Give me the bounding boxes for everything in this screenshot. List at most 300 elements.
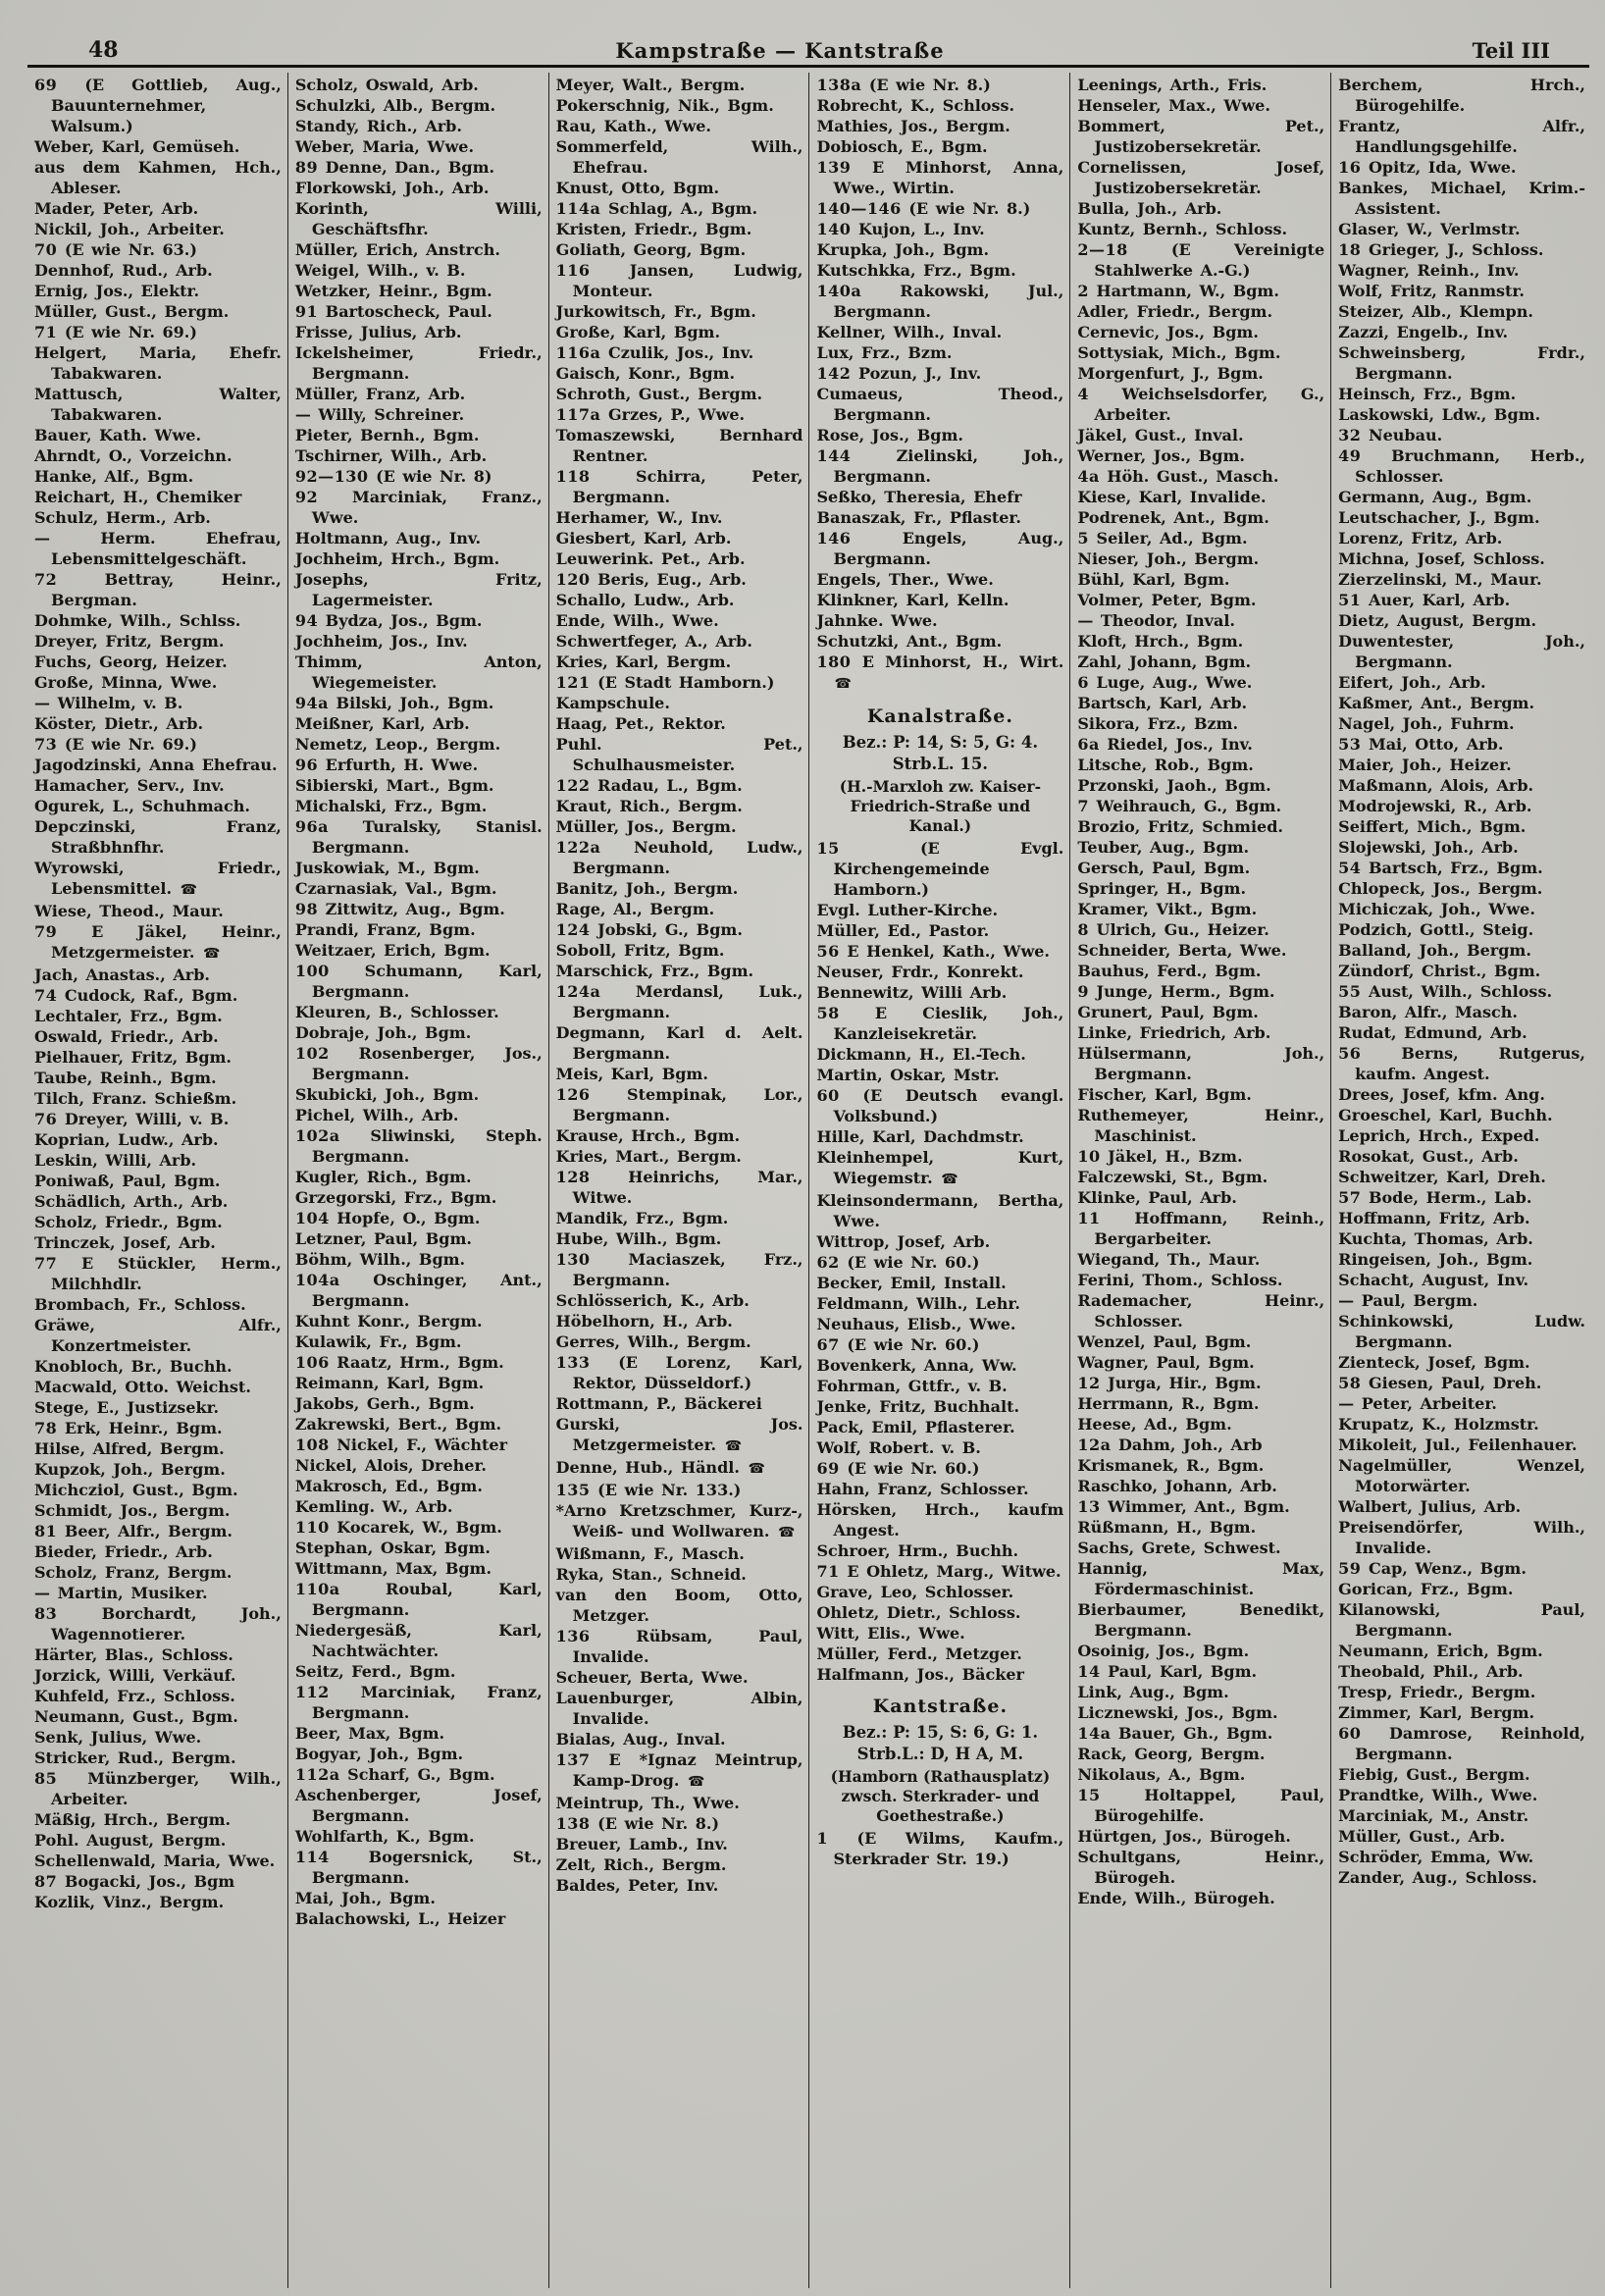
directory-entry: Klinkner, Karl, Kelln.	[816, 591, 1010, 609]
directory-entry: 81 Beer, Alfr., Bergm.	[34, 1522, 233, 1540]
directory-entry: Kraut, Rich., Bergm.	[555, 797, 743, 815]
directory-entry: 71 E Ohletz, Marg., Witwe.	[816, 1562, 1061, 1581]
directory-entry: Jenke, Fritz, Buchhalt.	[816, 1397, 1020, 1416]
directory-entry: Mathies, Jos., Bergm.	[816, 117, 1010, 135]
directory-entry: Jakobs, Gerh., Bgm.	[294, 1394, 475, 1413]
directory-entry: Cumaeus, Theod., Bergmann.	[816, 385, 1064, 424]
directory-entry: 79 E Jäkel, Heinr., Metzgermeister. ☎	[34, 922, 282, 962]
directory-entry: 87 Bogacki, Jos., Bgm	[34, 1872, 235, 1891]
directory-entry: Sommerfeld, Wilh., Ehefrau.	[555, 137, 803, 177]
directory-entry: Bommert, Pet., Justizobersekretär.	[1077, 117, 1325, 156]
directory-entry: Große, Minna, Wwe.	[34, 673, 218, 692]
house-number: 7	[1077, 797, 1089, 815]
directory-entry: Zimmer, Karl, Bergm.	[1338, 1703, 1535, 1722]
directory-entry: Lechtaler, Frz., Bgm.	[34, 1007, 223, 1025]
directory-entry: Feldmann, Wilh., Lehr.	[816, 1294, 1020, 1313]
phone-icon: ☎	[724, 1438, 743, 1454]
directory-entry: Bartsch, Karl, Arb.	[1077, 694, 1248, 712]
directory-entry: Bauhus, Ferd., Bgm.	[1077, 962, 1262, 980]
directory-entry: 49 Bruchmann, Herb., Schlosser.	[1338, 446, 1585, 486]
directory-entry: 135 (E wie Nr. 133.)	[555, 1481, 742, 1499]
directory-entry: 92—130 (E wie Nr. 8)	[294, 467, 492, 486]
part-label: Teil III	[1472, 38, 1550, 63]
directory-entry: Kellner, Wilh., Inval.	[816, 323, 1003, 341]
house-number: 102	[294, 1044, 330, 1063]
directory-entry: Grunert, Paul, Bgm.	[1077, 1003, 1259, 1021]
house-number: 53	[1338, 735, 1362, 754]
house-number: 57	[1338, 1188, 1362, 1207]
directory-entry: Kupzok, Joh., Bergm.	[34, 1460, 226, 1479]
directory-entry: Zienteck, Josef, Bgm.	[1338, 1353, 1530, 1372]
directory-entry: — Willy, Schreiner.	[294, 405, 465, 424]
directory-entry: Scholz, Franz, Bergm.	[34, 1563, 233, 1582]
directory-entry: Engels, Ther., Wwe.	[816, 570, 994, 589]
directory-entry: Jochheim, Jos., Inv.	[294, 632, 468, 651]
directory-entry: Theobald, Phil., Arb.	[1338, 1662, 1524, 1681]
directory-entry: Härter, Blas., Schloss.	[34, 1645, 233, 1664]
directory-entry: 96a Turalsky, Stanisl. Bergmann.	[294, 817, 543, 857]
directory-entry: Schacht, August, Inv.	[1338, 1271, 1529, 1289]
directory-entry: Thimm, Anton, Wiegemeister.	[294, 652, 543, 692]
directory-entry: Hannig, Max, Fördermaschinist.	[1077, 1559, 1325, 1598]
directory-entry: Jagodzinski, Anna Ehefrau.	[34, 756, 278, 774]
directory-entry: Neumann, Erich, Bgm.	[1338, 1642, 1543, 1660]
directory-entry: Zahl, Johann, Bgm.	[1077, 652, 1252, 671]
house-number: 135	[555, 1481, 591, 1499]
house-number: 14	[1077, 1662, 1101, 1681]
directory-entry: Krause, Hrch., Bgm.	[555, 1126, 741, 1145]
directory-entry: 76 Dreyer, Willi, v. B.	[34, 1110, 230, 1128]
directory-entry: Robrecht, K., Schloss.	[816, 96, 1015, 115]
directory-entry: Rudat, Edmund, Arb.	[1338, 1023, 1527, 1042]
directory-entry: Rack, Georg, Bergm.	[1077, 1745, 1266, 1763]
directory-entry: Giesbert, Karl, Arb.	[555, 529, 732, 548]
house-number: 140—146	[816, 199, 902, 218]
directory-entry: Schultgans, Heinr., Bürogeh.	[1077, 1848, 1325, 1887]
directory-entry: Balachowski, L., Heizer	[294, 1909, 506, 1928]
directory-entry: Neuhaus, Elisb., Wwe.	[816, 1315, 1016, 1333]
directory-entry: Wenzel, Paul, Bgm.	[1077, 1332, 1252, 1351]
street-note: (H.-Marxloh zw. Kaiser-Friedrich-Straße und Kanal.)	[839, 777, 1042, 835]
house-number: 116a	[555, 343, 601, 362]
directory-entry: Müller, Jos., Bergm.	[555, 817, 737, 836]
directory-entry: Letzner, Paul, Bgm.	[294, 1229, 472, 1248]
district-info: Bez.: P: 14, S: 5, G: 4.	[842, 733, 1039, 752]
directory-entry: Steizer, Alb., Klempn.	[1338, 302, 1533, 321]
directory-entry: Litsche, Rob., Bgm.	[1077, 756, 1254, 774]
directory-entry: Wolf, Robert. v. B.	[816, 1438, 981, 1457]
directory-entry: Höbelhorn, H., Arb.	[555, 1312, 733, 1331]
house-number: 12a	[1077, 1435, 1112, 1454]
house-number: 96	[294, 756, 319, 774]
directory-entry: Krupka, Joh., Bgm.	[816, 240, 990, 259]
directory-entry: Michiczak, Joh., Wwe.	[1338, 900, 1535, 918]
directory-entry: Kemling. W., Arb.	[294, 1497, 453, 1516]
directory-entry: 73 (E wie Nr. 69.)	[34, 735, 197, 754]
directory-entry: 85 Münzberger, Wilh., Arbeiter.	[34, 1769, 282, 1808]
directory-entry: Springer, H., Bgm.	[1077, 879, 1247, 898]
directory-entry: Zander, Aug., Schloss.	[1338, 1868, 1537, 1887]
house-number: 15	[1077, 1786, 1101, 1804]
house-number: 6	[1077, 673, 1089, 692]
phone-icon: ☎	[688, 1774, 705, 1790]
directory-entry: Pokerschnig, Nik., Bgm.	[555, 96, 774, 115]
directory-entry: Niedergesäß, Karl, Nachtwächter.	[294, 1621, 543, 1660]
directory-entry: Eifert, Joh., Arb.	[1338, 673, 1486, 692]
directory-entry: Krismanek, R., Bgm.	[1077, 1456, 1265, 1475]
directory-entry: Tomaszewski, Bernhard Rentner.	[555, 426, 803, 465]
phone-icon: ☎	[180, 882, 198, 898]
directory-entry: Holtmann, Aug., Inv.	[294, 529, 482, 548]
directory-entry: Schmidt, Jos., Bergm.	[34, 1501, 231, 1520]
directory-entry: 144 Zielinski, Joh., Bergmann.	[816, 446, 1064, 486]
directory-entry: Wittrop, Josef, Arb.	[816, 1232, 991, 1251]
header-rule	[27, 65, 1589, 68]
directory-entry: Degmann, Karl d. Aelt. Bergmann.	[555, 1023, 803, 1063]
directory-entry: 116a Czulik, Jos., Inv.	[555, 343, 754, 362]
house-number: 81	[34, 1522, 58, 1540]
directory-entry: Mader, Peter, Arb.	[34, 199, 199, 218]
house-number: 114	[294, 1848, 330, 1866]
directory-entry: Lauenburger, Albin, Invalide.	[555, 1689, 803, 1728]
directory-entry: Wolf, Fritz, Ranmstr.	[1338, 282, 1525, 300]
directory-entry: Duwentester, Joh., Bergmann.	[1338, 632, 1585, 671]
directory-entry: 4 Weichselsdorfer, G., Arbeiter.	[1077, 385, 1325, 424]
house-number: 110a	[294, 1580, 340, 1598]
directory-entry: 57 Bode, Herm., Lab.	[1338, 1188, 1532, 1207]
directory-entry: 32 Neubau.	[1338, 426, 1443, 444]
directory-entry: Tilch, Franz. Schießm.	[34, 1089, 237, 1108]
directory-entry: 72 Bettray, Heinr., Bergman.	[34, 570, 282, 609]
directory-entry: Maßmann, Alois, Arb.	[1338, 776, 1534, 795]
directory-entry: Fohrman, Gttfr., v. B.	[816, 1377, 1008, 1395]
directory-entry: Fischer, Karl, Bgm.	[1077, 1085, 1252, 1104]
directory-entry: Müller, Gust., Arb.	[1338, 1827, 1506, 1846]
directory-entry: Michalski, Frz., Bgm.	[294, 797, 488, 815]
directory-entry: Reimann, Karl, Bgm.	[294, 1374, 485, 1392]
directory-entry: Przonski, Jaoh., Bgm.	[1077, 776, 1271, 795]
directory-entry: Hilse, Alfred, Bergm.	[34, 1439, 225, 1458]
house-number: 51	[1338, 591, 1362, 609]
directory-entry: 2—18 (E Vereinigte Stahlwerke A.-G.)	[1077, 240, 1325, 280]
house-number: 69	[34, 76, 58, 94]
directory-entry: 60 (E Deutsch evangl. Volksbund.)	[816, 1086, 1064, 1125]
directory-entry: Müller, Ed., Pastor.	[816, 921, 990, 940]
house-number: 12	[1077, 1374, 1101, 1392]
directory-entry: Leuwerink. Pet., Arb.	[555, 549, 746, 568]
directory-entry: Oswald, Friedr., Arb.	[34, 1027, 219, 1046]
directory-entry: Walbert, Julius, Arb.	[1338, 1497, 1522, 1516]
directory-entry: — Wilhelm, v. B.	[34, 694, 183, 712]
directory-entry: 69 (E Gottlieb, Aug., Bauunternehmer, Walsum.)	[34, 76, 282, 135]
directory-entry: Heinsch, Frz., Bgm.	[1338, 385, 1517, 403]
house-number: 71	[816, 1562, 840, 1581]
directory-entry: Ende, Wilh., Bürogeh.	[1077, 1889, 1275, 1907]
house-number: 6a	[1077, 735, 1100, 754]
directory-entry: Wittmann, Max, Bgm.	[294, 1559, 492, 1578]
directory-entry: Zierzelinski, M., Maur.	[1338, 570, 1542, 589]
directory-entry: Leprich, Hrch., Exped.	[1338, 1126, 1540, 1145]
directory-entry: Rademacher, Heinr., Schlosser.	[1077, 1291, 1325, 1331]
directory-entry: Seiffert, Mich., Bgm.	[1338, 817, 1527, 836]
house-number: 114a	[555, 199, 601, 218]
directory-entry: 4a Höh. Gust., Masch.	[1077, 467, 1279, 486]
directory-entry: 106 Raatz, Hrm., Bgm.	[294, 1353, 504, 1372]
directory-entry: Tresp, Friedr., Bergm.	[1338, 1683, 1536, 1701]
directory-entry: Becker, Emil, Install.	[816, 1274, 1007, 1292]
directory-entry: Hülsermann, Joh., Bergmann.	[1077, 1044, 1325, 1083]
directory-entry: 54 Bartsch, Frz., Bgm.	[1338, 859, 1543, 877]
house-number: 140a	[816, 282, 862, 300]
directory-entry: Pohl. August, Bergm.	[34, 1831, 227, 1850]
directory-entry: Wiegand, Th., Maur.	[1077, 1250, 1261, 1269]
directory-entry: Florkowski, Joh., Arb.	[294, 179, 490, 197]
directory-entry: Nikolaus, A., Bgm.	[1077, 1765, 1246, 1784]
house-number: 77	[34, 1254, 58, 1273]
house-number: 56	[816, 942, 840, 961]
directory-entry: Rau, Kath., Wwe.	[555, 117, 711, 135]
directory-entry: Hille, Karl, Dachdmstr.	[816, 1127, 1024, 1146]
house-number: 144	[816, 446, 852, 465]
directory-entry: Kugler, Rich., Bgm.	[294, 1168, 472, 1186]
directory-entry: Herrmann, R., Bgm.	[1077, 1394, 1260, 1413]
directory-entry: 1 (E Wilms, Kaufm., Sterkrader Str. 19.)	[816, 1829, 1064, 1868]
directory-entry: Haag, Pet., Rektor.	[555, 714, 726, 733]
directory-entry: Nagelmüller, Wenzel, Motorwärter.	[1338, 1456, 1585, 1495]
house-number: 138	[555, 1814, 591, 1833]
directory-entry: Weitzaer, Erich, Bgm.	[294, 941, 491, 960]
directory-entry: Denne, Hub., Händl. ☎	[555, 1458, 765, 1477]
directory-entry: Schinkowski, Ludw. Bergmann.	[1338, 1312, 1585, 1351]
directory-entry: 18 Grieger, J., Schloss.	[1338, 240, 1544, 259]
directory-entry: 67 (E wie Nr. 60.)	[816, 1335, 980, 1354]
directory-entry: Wißmann, F., Masch.	[555, 1544, 745, 1563]
directory-entry: — Martin, Musiker.	[34, 1584, 208, 1602]
directory-entry: Sachs, Grete, Schwest.	[1077, 1539, 1281, 1557]
directory-entry: Kuhnt Konr., Bergm.	[294, 1312, 483, 1331]
directory-entry: 110a Roubal, Karl, Bergmann.	[294, 1580, 543, 1619]
directory-entry: 13 Wimmer, Ant., Bgm.	[1077, 1497, 1290, 1516]
directory-entry: Knobloch, Br., Buchh.	[34, 1357, 233, 1376]
directory-entry: 91 Bartoscheck, Paul.	[294, 302, 492, 321]
directory-entry: Kulawik, Fr., Bgm.	[294, 1332, 462, 1351]
house-number: 58	[816, 1004, 840, 1022]
directory-entry: Kozlik, Vinz., Bergm.	[34, 1893, 225, 1911]
directory-entry: Nagel, Joh., Fuhrm.	[1338, 714, 1515, 733]
directory-entry: Schwertfeger, A., Arb.	[555, 632, 752, 651]
directory-entry: *Arno Kretzschmer, Kurz-, Weiß- und Wollwaren. ☎	[555, 1501, 803, 1540]
phone-icon: ☎	[748, 1461, 765, 1477]
directory-entry: Michcziol, Gust., Bgm.	[34, 1481, 238, 1499]
directory-entry: Weigel, Wilh., v. B.	[294, 261, 466, 280]
directory-entry: 140 Kujon, L., Inv.	[816, 220, 985, 238]
directory-entry: Hörsken, Hrch., kaufm Angest.	[816, 1500, 1064, 1539]
directory-entry: 130 Maciaszek, Frz., Bergmann.	[555, 1250, 803, 1289]
directory-entry: Wagner, Reinh., Inv.	[1338, 261, 1520, 280]
directory-entry: Neumann, Gust., Bgm.	[34, 1707, 238, 1726]
directory-entry: Frisse, Julius, Arb.	[294, 323, 462, 341]
directory-entry: 74 Cudock, Raf., Bgm.	[34, 986, 238, 1005]
directory-entry: Czarnasiak, Val., Bgm.	[294, 879, 497, 898]
directory-entry: Teuber, Aug., Bgm.	[1077, 838, 1250, 857]
directory-entry: Kuchta, Thomas, Arb.	[1338, 1229, 1533, 1248]
directory-entry: Groeschel, Karl, Buchh.	[1338, 1106, 1553, 1124]
directory-entry: Prandtke, Wilh., Wwe.	[1338, 1786, 1538, 1804]
directory-entry: — Herm. Ehefrau, Lebensmittelgeschäft.	[34, 529, 282, 568]
house-number: 11	[1077, 1209, 1101, 1227]
house-number: 108	[294, 1435, 330, 1454]
directory-entry: Leutschacher, J., Bgm.	[1338, 508, 1540, 527]
directory-entry: Chlopeck, Jos., Bergm.	[1338, 879, 1543, 898]
directory-entry: Falczewski, St., Bgm.	[1077, 1168, 1268, 1186]
directory-entry: Schroer, Hrm., Buchh.	[816, 1541, 1019, 1560]
house-number: 58	[1338, 1374, 1362, 1392]
directory-entry: Podrenek, Ant., Bgm.	[1077, 508, 1269, 527]
directory-entry: Hube, Wilh., Bgm.	[555, 1229, 722, 1248]
directory-entry: Stricker, Rud., Bergm.	[34, 1748, 236, 1767]
directory-entry: Zündorf, Christ., Bgm.	[1338, 962, 1541, 980]
directory-entry: Pielhauer, Fritz, Bgm.	[34, 1048, 232, 1067]
directory-entry: Große, Karl, Bgm.	[555, 323, 721, 341]
directory-entry: Aschenberger, Josef, Bergmann.	[294, 1786, 543, 1825]
house-number: 124	[555, 920, 591, 939]
directory-entry: 116 Jansen, Ludwig, Monteur.	[555, 261, 803, 300]
directory-entry: Bialas, Aug., Inval.	[555, 1730, 726, 1748]
directory-entry: 83 Borchardt, Joh., Wagennotierer.	[34, 1604, 282, 1644]
directory-entry: Schroth, Gust., Bergm.	[555, 385, 763, 403]
directory-entry: Dobiosch, E., Bgm.	[816, 137, 988, 156]
directory-entry: Schutzki, Ant., Bgm.	[816, 632, 1003, 651]
house-number: 16	[1338, 158, 1362, 177]
directory-entry: Heese, Ad., Bgm.	[1077, 1415, 1232, 1434]
directory-entry: Leskin, Willi, Arb.	[34, 1151, 197, 1170]
directory-entry: Schneider, Berta, Wwe.	[1077, 941, 1287, 960]
directory-entry: Mai, Joh., Bgm.	[294, 1889, 436, 1907]
directory-entry: 89 Denne, Dan., Bgm.	[294, 158, 495, 177]
directory-entry: Poniwaß, Paul, Bgm.	[34, 1172, 221, 1190]
house-number: 140	[816, 220, 852, 238]
directory-entry: 53 Mai, Otto, Arb.	[1338, 735, 1504, 754]
directory-entry: Tschirner, Wilh., Arb.	[294, 446, 488, 465]
directory-entry: Gersch, Paul, Bgm.	[1077, 859, 1251, 877]
directory-entry: 137 E *Ignaz Meintrup, Kamp-Drog. ☎	[555, 1750, 803, 1790]
directory-entry: Mandik, Frz., Bgm.	[555, 1209, 729, 1227]
directory-entry: Gräwe, Alfr., Konzertmeister.	[34, 1316, 282, 1355]
directory-entry: 112 Marciniak, Franz, Bergmann.	[294, 1683, 543, 1722]
directory-entry: 92 Marciniak, Franz., Wwe.	[294, 488, 543, 527]
directory-entry: Schweinsberg, Frdr., Bergmann.	[1338, 343, 1585, 383]
directory-entry: 6a Riedel, Jos., Inv.	[1077, 735, 1253, 754]
house-number: 55	[1338, 982, 1362, 1001]
directory-entry: Meis, Karl, Bgm.	[555, 1065, 708, 1083]
directory-entry: 136 Rübsam, Paul, Invalide.	[555, 1627, 803, 1666]
house-number: 91	[294, 302, 319, 321]
house-number: 15	[816, 839, 840, 858]
directory-entry: Schlösserich, K., Arb.	[555, 1291, 750, 1310]
directory-entry: 5 Seiler, Ad., Bgm.	[1077, 529, 1248, 548]
directory-entry: Zelt, Rich., Bergm.	[555, 1855, 727, 1874]
house-number: 98	[294, 900, 319, 918]
phone-icon: ☎	[834, 676, 852, 692]
directory-entry: 146 Engels, Aug., Bergmann.	[816, 529, 1064, 568]
directory-entry: 120 Beris, Eug., Arb.	[555, 570, 747, 589]
directory-entry: 114a Schlag, A., Bgm.	[555, 199, 758, 218]
directory-entry: Müller, Ferd., Metzger.	[816, 1644, 1022, 1663]
directory-entry: Martin, Oskar, Mstr.	[816, 1066, 1000, 1084]
directory-entry: 14a Bauer, Gh., Bgm.	[1077, 1724, 1273, 1743]
directory-entry: Krupatz, K., Holzmstr.	[1338, 1415, 1539, 1434]
page-header	[27, 26, 1589, 63]
house-number: 121	[555, 673, 591, 692]
directory-entry: Hoffmann, Fritz, Arb.	[1338, 1209, 1530, 1227]
house-number: 122	[555, 776, 591, 795]
house-number: 89	[294, 158, 319, 177]
directory-entry: Gurski, Jos. Metzgermeister. ☎	[555, 1415, 803, 1454]
directory-entry: Dietz, August, Bergm.	[1338, 611, 1537, 630]
directory-entry: Kloft, Hrch., Bgm.	[1077, 632, 1244, 651]
directory-entry: Grave, Leo, Schlosser.	[816, 1583, 1014, 1601]
directory-entry: Glaser, W., Verlmstr.	[1338, 220, 1521, 238]
page-number: 48	[88, 37, 119, 63]
house-number: 4a	[1077, 467, 1100, 486]
directory-entry: Kramer, Vikt., Bgm.	[1077, 900, 1258, 918]
house-number: 138a	[816, 76, 862, 94]
house-number: 49	[1338, 446, 1362, 465]
house-number: 146	[816, 529, 852, 548]
house-number: 122a	[555, 838, 601, 857]
directory-entry: Schädlich, Arth., Arb.	[34, 1192, 229, 1211]
directory-entry: 108 Nickel, F., Wächter	[294, 1435, 508, 1454]
directory-entry: Germann, Aug., Bgm.	[1338, 488, 1532, 506]
directory-entry: 128 Heinrichs, Mar., Witwe.	[555, 1168, 803, 1207]
directory-entry: 133 (E Lorenz, Karl, Rektor, Düsseldorf.)	[555, 1353, 803, 1392]
directory-entry: Leenings, Arth., Fris.	[1077, 76, 1268, 94]
directory-entry: Jurkowitsch, Fr., Bgm.	[555, 302, 756, 321]
directory-entry: Meißner, Karl, Arb.	[294, 714, 470, 733]
directory-entry: 16 Opitz, Ida, Wwe.	[1338, 158, 1517, 177]
directory-entry: Dohmke, Wilh., Schlss.	[34, 611, 241, 630]
directory-entry: Breuer, Lamb., Inv.	[555, 1835, 728, 1853]
house-number: 85	[34, 1769, 58, 1788]
directory-entry: Bankes, Michael, Krim.-Assistent.	[1338, 179, 1585, 218]
directory-entry: 7 Weihrauch, G., Bgm.	[1077, 797, 1282, 815]
house-number: 126	[555, 1085, 591, 1104]
directory-entry: Maier, Joh., Heizer.	[1338, 756, 1512, 774]
directory-entry: Frantz, Alfr., Handlungsgehilfe.	[1338, 117, 1585, 156]
directory-entry: Grzegorski, Frz., Bgm.	[294, 1188, 497, 1207]
directory-entry: Kries, Karl, Bergm.	[555, 652, 732, 671]
directory-entry: Herhamer, W., Inv.	[555, 508, 723, 527]
directory-entry: Makrosch, Ed., Bgm.	[294, 1477, 483, 1495]
directory-entry: 121 (E Stadt Hamborn.)	[555, 673, 775, 692]
house-number: 4	[1077, 385, 1089, 403]
house-number: 130	[555, 1250, 591, 1269]
directory-entry: Ringeisen, Joh., Bgm.	[1338, 1250, 1533, 1269]
house-number: 124a	[555, 982, 601, 1001]
directory-entry: Mattusch, Walter, Tabakwaren.	[34, 385, 282, 424]
directory-entry: Volmer, Peter, Bgm.	[1077, 591, 1257, 609]
directory-entry: Kries, Mart., Bergm.	[555, 1147, 742, 1166]
street-note: (Hamborn (Rathausplatz) zwsch. Sterkrader- und Goethestraße.)	[830, 1767, 1051, 1825]
house-number: 32	[1338, 426, 1362, 444]
directory-entry: Jorzick, Willi, Verkäuf.	[34, 1666, 236, 1685]
directory-entry: Ruthemeyer, Heinr., Maschinist.	[1077, 1106, 1325, 1145]
directory-entry: Evgl. Luther-Kirche.	[816, 901, 999, 919]
directory-entry: 180 E Minhorst, H., Wirt. ☎	[816, 652, 1064, 692]
directory-entry: Mikoleit, Jul., Feilenhauer.	[1338, 1435, 1578, 1454]
directory-entry: Jochheim, Hrch., Bgm.	[294, 549, 500, 568]
directory-entry: 124 Jobski, G., Bgm.	[555, 920, 743, 939]
